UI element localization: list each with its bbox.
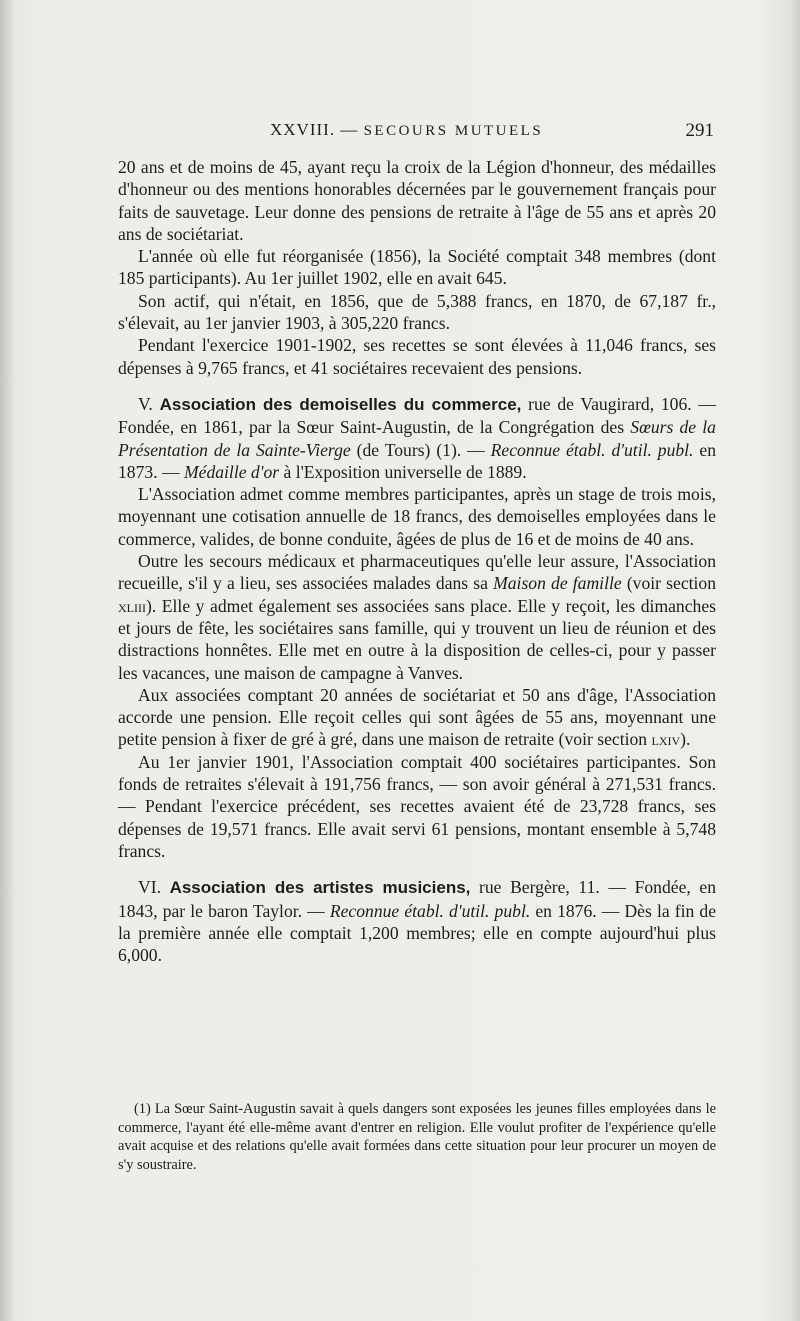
paragraph: 20 ans et de moins de 45, ayant reçu la croix de la Légion d'honneur, des médailles d'honneur ou des mentions honorables décernées par le gouvernement français pour faits de sauvetage. Leur donne des pensions de retraite à l'âge de 55 ans et après 20 ans de sociétariat. xyxy=(118,157,716,244)
paragraph: Au 1er janvier 1901, l'Association comptait 400 sociétaires participantes. Son fonds de retraites s'élevait à 191,756 francs, — son avoir général à 271,531 francs. — Pendant l'exercice précédent, ses recettes avaient été de 23,728 francs, ses dépenses de 19,571 francs. Elle avait servi 61 pensions, montant ensemble à 5,748 francs. xyxy=(118,751,716,861)
running-header xyxy=(118,118,716,148)
section-title: Association des demoiselles du commerce, xyxy=(159,394,522,414)
page-content xyxy=(118,118,717,1173)
header-section: SECOURS MUTUELS xyxy=(363,123,544,139)
section-number: V. xyxy=(138,393,153,414)
footnote xyxy=(118,1100,716,1174)
paragraph: L'Association admet comme membres participantes, après un stage de trois mois, moyennant une cotisation annuelle de 18 francs, des demoiselles employées dans le commerce, valides, de bonne conduite, âgées de plus de 16 et de moins de 40 ans. xyxy=(118,484,716,549)
page-number: 291 xyxy=(685,120,714,141)
section-vi-intro: VI. Association des artistes musiciens, rue Bergère, 11. — Fondée, en 1843, par le baron Taylor. — Reconnue établ. d'util. publ. en 1876. — Dès la fin de la première année elle comptait 1,200 membres; elle en compte aujourd'hui plus 6,000. xyxy=(118,877,717,966)
paragraph: Aux associées comptant 20 années de sociétariat et 50 ans d'âge, l'Association accorde une pension. Elle reçoit celles qui sont âgées de 55 ans, moyennant une petite pension à fixer de gré à gré, dans une maison de retraite (voir section lxiv). xyxy=(118,684,716,750)
paragraph: Outre les secours médicaux et pharmaceutiques qu'elle leur assure, l'Association recueille, s'il y a lieu, ses associées malades dans sa Maison de famille (voir section xliii). Elle y admet également ses associées sans place. Elle y reçoit, les dimanches et jours de fête, les sociétaires sans famille, qui y trouvent un lieu de réunion et des distractions honnêtes. Elle met en outre à la disposition de celles-ci, pour y passer les vacances, une maison de campagne à Vanves. xyxy=(118,551,716,683)
section-v-intro: V. Association des demoiselles du commerce, rue de Vaugirard, 106. — Fondée, en 1861, par la Sœur Saint-Augustin, de la Congrégation des Sœurs de la Présentation de la Sainte-Vierge (de Tours) (1). — Reconnue établ. d'util. publ. en 1873. — Médaille d'or à l'Exposition universelle de 1889. xyxy=(118,393,716,482)
body-text xyxy=(118,156,716,966)
paragraph: Pendant l'exercice 1901-1902, ses recettes se sont élevées à 11,046 francs, ses dépenses à 9,765 francs, et 41 sociétaires recevaient des pensions. xyxy=(118,335,716,378)
section-number: VI. xyxy=(138,877,161,898)
footnote-text: (1) La Sœur Saint-Augustin savait à quels dangers sont exposées les jeunes filles employées dans le commerce, l'ayant été elle-même avant d'entrer en religion. Elle voulut profiter de l'expérience qu'elle avait acquise et des relations qu'elle avait formées dans cette situation pour leur procurer un moyen de s'y soustraire. xyxy=(118,1101,716,1173)
chapter-number: XXVIII. — xyxy=(270,120,359,139)
header-chapter xyxy=(270,120,543,140)
paragraph: Son actif, qui n'était, en 1856, que de 5,388 francs, en 1870, de 67,187 fr., s'élevait, au 1er janvier 1903, à 305,220 francs. xyxy=(118,290,716,334)
paragraph: L'année où elle fut réorganisée (1856), la Société comptait 348 membres (dont 185 participants). Au 1er juillet 1902, elle en avait 645. xyxy=(118,246,716,289)
section-title: Association des artistes musiciens, xyxy=(169,878,471,898)
